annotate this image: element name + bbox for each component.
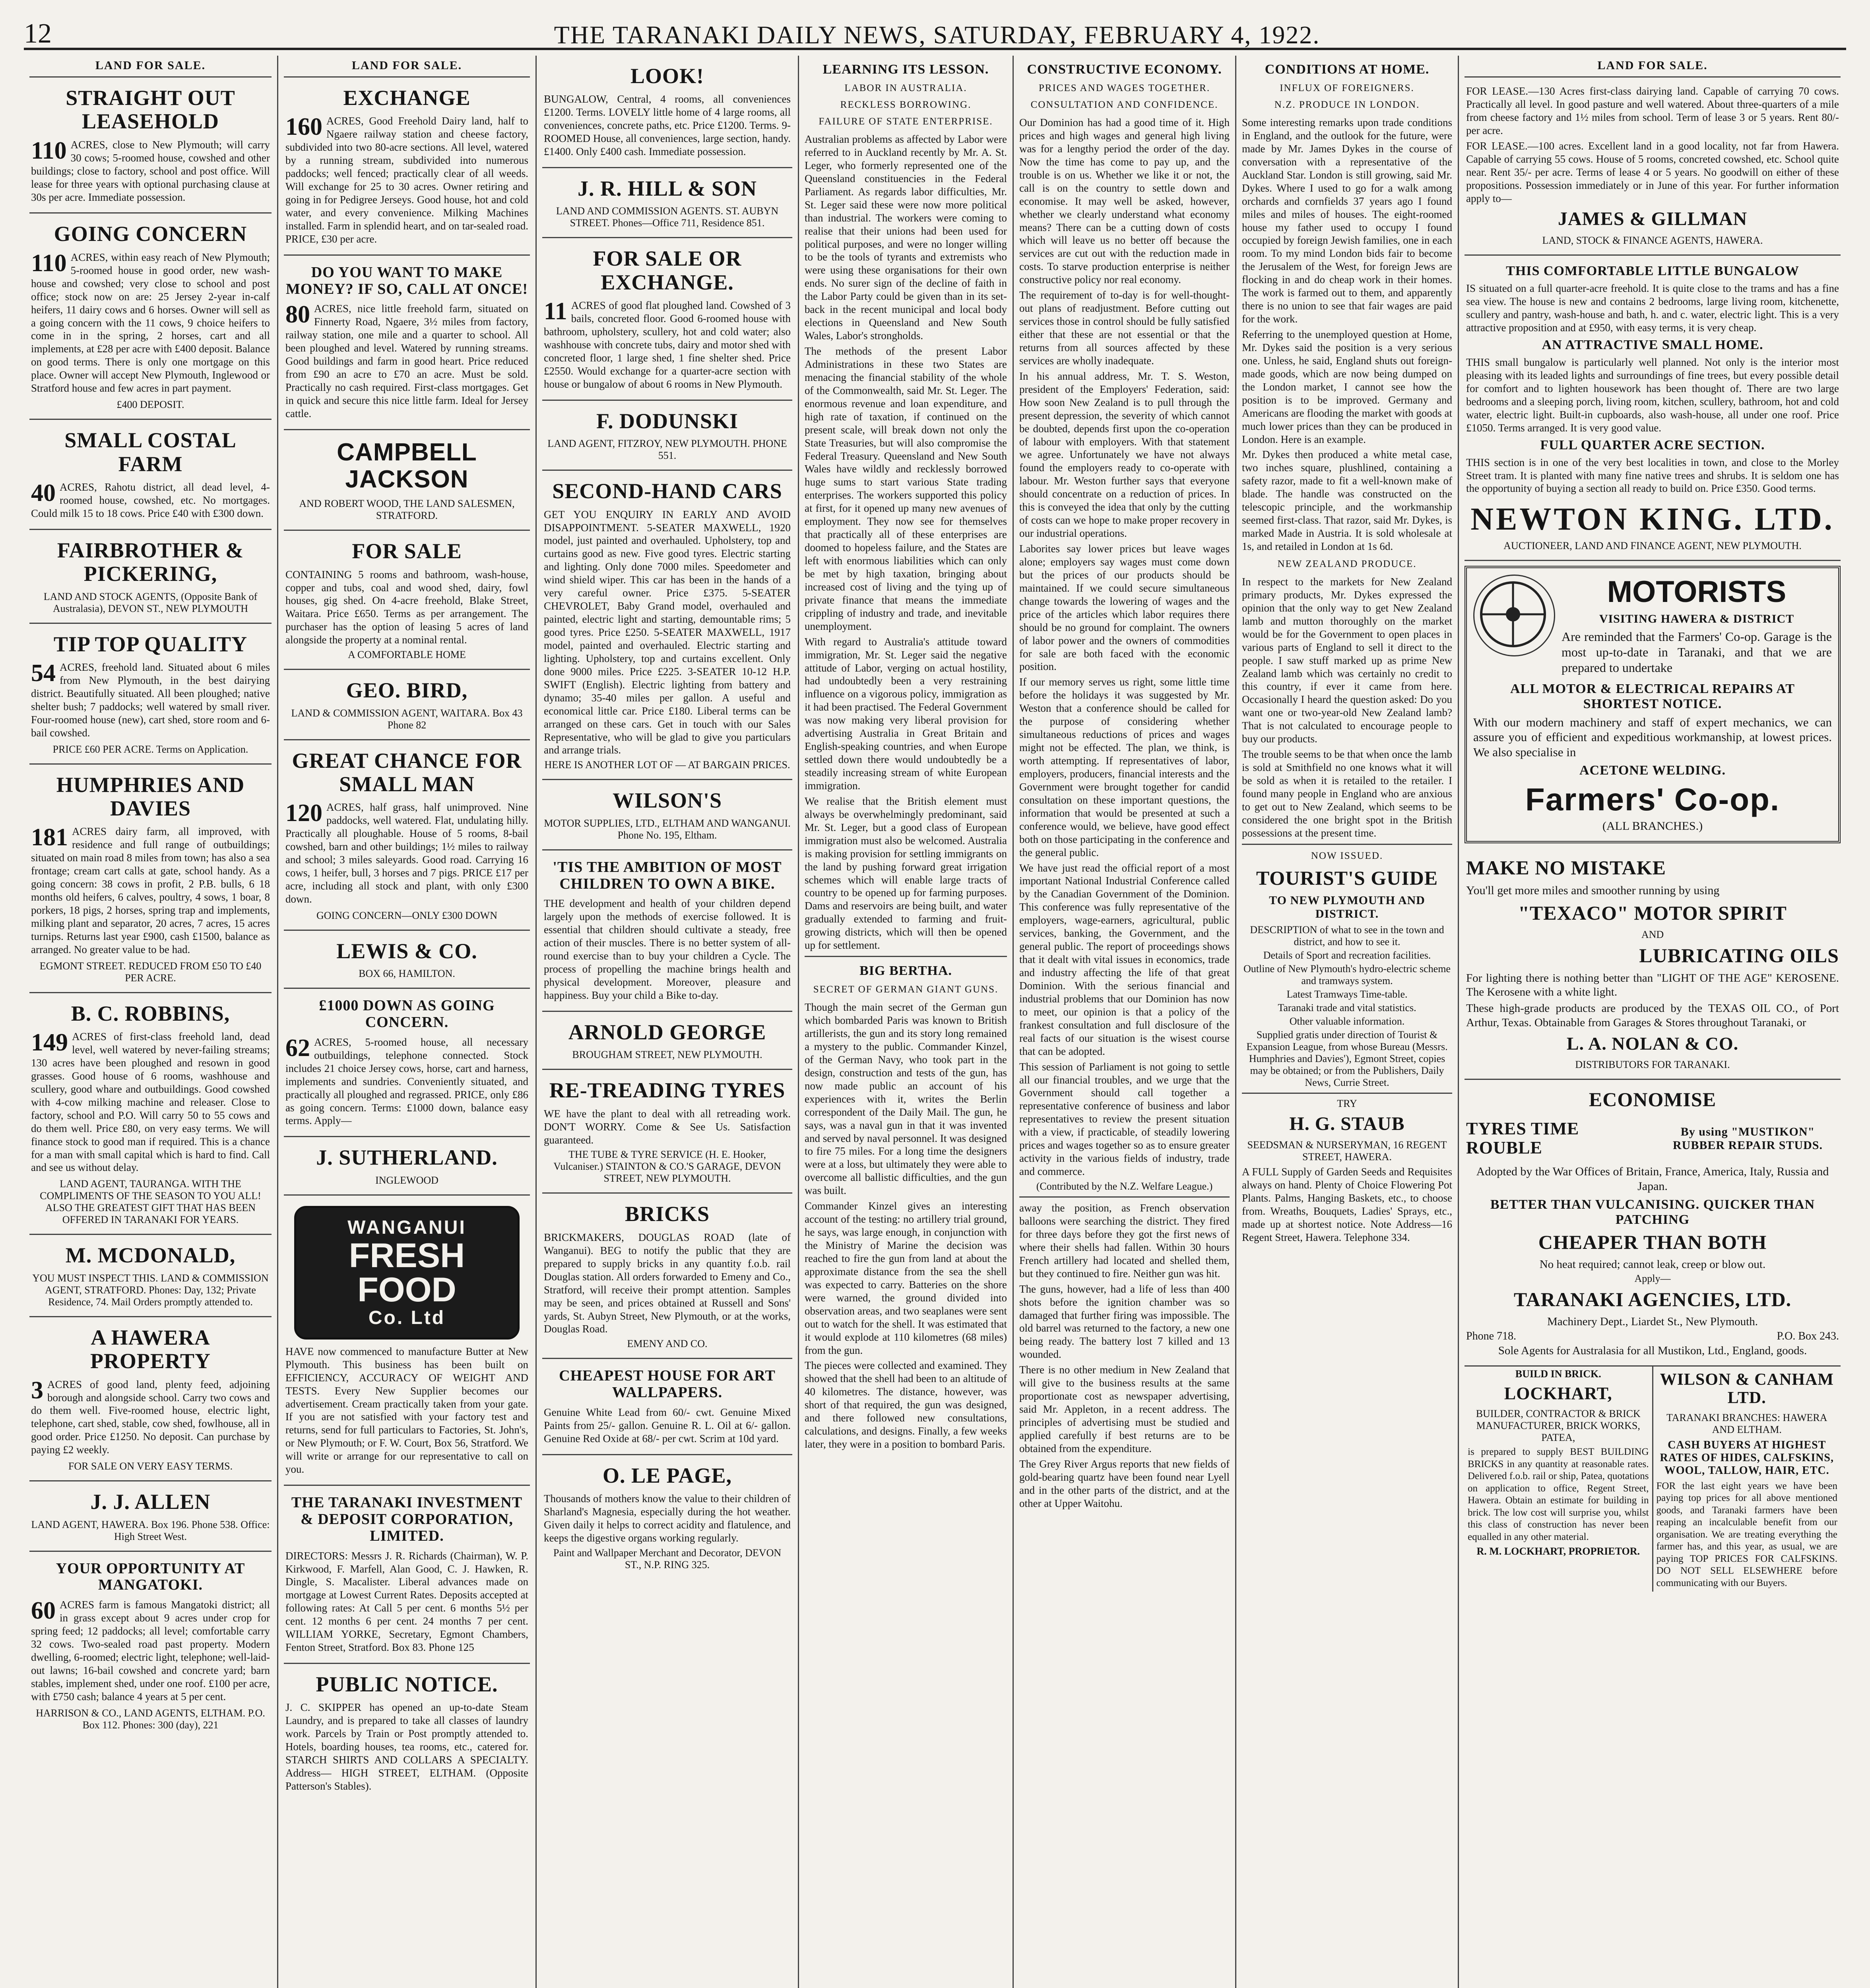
ad-subline: LAND AGENT, HAWERA. Box 196. Phone 538. Office: High Street West. xyxy=(31,1518,270,1542)
classified-ad xyxy=(29,765,272,993)
motorists-ad xyxy=(1465,566,1841,843)
article-paragraph: The pieces were collected and examined. They showed that the shell had been to an altitude of 40 kilometres. The distance, however, was short of that required, the gun was designed, and there followed new consultations, calculations, and designs. Finally, a few weeks later, they were in a position to bombard Paris. xyxy=(805,1359,1007,1450)
lease-2: FOR LEASE.—100 acres. Excellent land in a good locality, not far from Hawera. Capable of carrying 55 cows. House of 5 rooms, concreted cowshed, etc. School quite near. Rent 35/- per acre. Terms of lease 4 or 5 years. No goodwill on either of these propositions. Possession immediately or in June of this year. For further information apply to— xyxy=(1466,140,1839,204)
ad-headline: J. J. ALLEN xyxy=(90,1490,211,1514)
column-3-ads xyxy=(537,56,799,1988)
ad-body: GET YOU ENQUIRY IN EARLY AND AVOID DISAPPOINTMENT. 5-SEATER MAXWELL, 1920 model, just painted and overhauled. Upholstery, top and curtains good as new. Five good tyres. Electric starting and lighting. Only done 7000 miles. Speedometer and wind shield wiper. This car has been in the hands of a very careful owner. Price £375. 5-SEATER CHEVROLET, Baby Grand model, overhauled and painted, electric light and starting, demountable rims; 5 good tyres. Price £250. 5-SEATER MAXWELL, 1917 model, painted and overhauled. Electric starting and lighting. Upholstery, top and curtains excellent. Only done 9000 miles. Price £225. 3-SEATER 10-12 H.P. SWIFT (English). Electric lighting from battery and dynamo; 35-40 miles per gallon. A useful and economical little car. Price £180. Liberal terms can be arranged on these cars. Get in touch with our Sales Representative, who will be glad to give you particulars and arrange trials. xyxy=(544,508,791,756)
classified-ad xyxy=(542,1070,792,1194)
motorists-head: MOTORISTS xyxy=(1607,575,1787,609)
texaco-lighting: For lighting there is nothing better than "LIGHT OF THE AGE" KEROSENE. The Kerosene with a white light. xyxy=(1466,971,1839,998)
texaco-head: MAKE NO MISTAKE xyxy=(1466,856,1666,879)
article-paragraph: We realise that the British element must always be overwhelmingly predominant, said Mr. St. Leger, but a good class of European immigration must also be welcomed. Australia is making provision for settling immigrants on the land by pushing forward great irrigation schemes which will enable large tracts of country to be opened up for farming purposes. Dams and reservoirs are being built, and water gradually extended to farming and fruit-growing districts, which will then be opened up for settlement. xyxy=(805,795,1007,951)
ad-headline: THE TARANAKI INVESTMENT & DEPOSIT CORPORATION, LIMITED. xyxy=(291,1494,523,1544)
tyres-cheaper: CHEAPER THAN BOTH xyxy=(1538,1231,1767,1253)
home-body: THIS small bungalow is particularly well planned. Not only is the interior most pleasing with its leaded lights and surroundings of fine trees, but every possible detail for comfort and to lighten housework has been thought of. There are two large bedrooms and a sleeping porch, living room, kitchen, scullery, bathroom, hot and cold water, electric light. Built-in cupboards, also wash-house, all under one roof. Price £1050. Terms arranged. It is very good value. xyxy=(1466,356,1839,434)
canham-name: WILSON & CANHAM LTD. xyxy=(1660,1370,1834,1407)
acre-head: FULL QUARTER ACRE SECTION. xyxy=(1540,437,1765,452)
ad-subline: THE TUBE & TYRE SERVICE (H. E. Hooker, Vulcaniser.) STAINTON & CO.'S GARAGE, DEVON STREET, NEW PLYMOUTH. xyxy=(553,1149,781,1184)
classified-ad xyxy=(29,420,272,530)
gillman-sub: LAND, STOCK & FINANCE AGENTS, HAWERA. xyxy=(1542,235,1763,247)
ad-headline: £1000 DOWN AS GOING CONCERN. xyxy=(319,997,495,1031)
bungalow-body: IS situated on a full quarter-acre freehold. It is quite close to the trams and has a fine sea view. The house is new and contains 2 bedrooms, large living room, kitchenette, scullery and pantry, wash-house and bath, h. and c. water, electric light. This is a very attractive proposition and at £950, with easy terms, it is very cheap. xyxy=(1466,282,1839,334)
classified-ad xyxy=(284,1196,530,1486)
column-5-article xyxy=(1014,56,1236,1988)
ad-headline: ARNOLD GEORGE xyxy=(568,1020,766,1044)
classified-ad xyxy=(542,780,792,850)
article-paragraph: Laborites say lower prices but leave wages alone; employers say wages must come down but the prices of our products should be maintained. If we could secure simultaneous change towards the lowering of wages and the price of the articles which labor requires there should be no ground for complaint. The owners of labor power and the owners of commodities for sale are both faced with the economic position. xyxy=(1019,543,1230,673)
classified-ad xyxy=(29,1552,272,1739)
ad-headline: CAMPBELL JACKSON xyxy=(337,438,477,493)
lockhart-ad xyxy=(1465,1367,1653,1592)
classified-ad xyxy=(284,256,530,430)
article-paragraph: There is no other medium in New Zealand that will give to the business results at the same proportionate cost as newspaper advertising, said Mr. Appleton, in a recent address. The principles of advertising must be studied and applied carefully if best returns are to be obtained from the expenditure. xyxy=(1019,1364,1230,1454)
article-paragraph: Australian problems as affected by Labor were referred to in Auckland recently by Mr. A. St. Leger, who formerly represented one of the Queensland constituencies in the Federal Parliament. As regards labor difficulties, Mr. St. Leger said these were now more political than industrial. The workers were coming to realise that their unions had been used for political purposes, and were no longer willing to be the tools of tyrants and extremists who were using these organisations for their own ends. No surer sign of the decline of faith in the Labor Party could be given than in its set-back in the recent municipal and local body elections in Queensland and New South Wales, Labor's strongholds. xyxy=(805,133,1007,342)
article-paragraph: We have just read the official report of a most important National Industrial Conference called by the Canadian Government of the Dominion. This conference was fully representative of the employers, wage-earners, agricultural, public services, banking, the Government, and the general public. The report of proceedings shows that it dealt with vital issues in economics, trade and industry affecting the life of that great Dominion. With the serious financial and industrial problems that our Dominion has now to meet, our opinion is that a policy of the frankest consultation and full disclosure of the real facts of our situation is the wisest course that can be adopted. xyxy=(1019,862,1230,1057)
home-head: AN ATTRACTIVE SMALL HOME. xyxy=(1542,337,1763,352)
article-body xyxy=(805,133,1007,952)
article-paragraph: Commander Kinzel gives an interesting account of the testing: no artillery trial ground, he says, was large enough, in conjunction with the Ministry of Marine the decision was reached to fire the gun from land at about the approximate distance from the sea the shell was expected to carry. Batteries on the shore were warned, the ground divided into observation areas, and two seaplanes were sent out to watch for the shell. It was estimated that it would explode at 110 kilometres (68 miles) from the gun. xyxy=(805,1200,1007,1356)
ad-headline: YOUR OPPORTUNITY AT MANGATOKI. xyxy=(56,1560,245,1594)
texaco-and: AND xyxy=(1641,928,1664,940)
ad-body: 3 ACRES of good land, plenty feed, adjoining borough and alongside school. Carry two cows and do them well. Five-roomed house, electric light, telephone, cart shed, stable, cow shed, fowlhouse, all in good order. Price £1250. No deposit. Can purchase by paying £2 weekly. xyxy=(31,1376,270,1456)
article-headline: LEARNING ITS LESSON. xyxy=(822,62,989,77)
ad-subline: £400 DEPOSIT. xyxy=(116,399,184,411)
ad-subline: MOTOR SUPPLIES, LTD., ELTHAM AND WANGANUI. Phone No. 195, Eltham. xyxy=(544,817,791,841)
article-paragraph: In his annual address, Mr. T. S. Weston, president of the Employers' Federation, said: How soon New Zealand is to pull through the present depression, the severity of which cannot be doubted, depends first upon the co-operation of labour with employers. With that statement we agree. Unfortunately we have not always found the employers ready to co-operate with labour. Mr. Weston further says that everyone should concentrate on a reduction of prices. In this is conveyed the idea that only by the cutting of costs can we hope to make proper recovery in our industrial operations. xyxy=(1019,370,1230,540)
canham-body: FOR the last eight years we have been paying top prices for all above mentioned goods, and Taranaki farmers have been reaping an incalculable benefit from our organisation. We are treating everything the farmer has, and this year, as usual, we are paying TOP PRICES FOR CALFSKINS. DO NOT SELL ELSEWHERE before communicating with our Buyers. xyxy=(1656,1480,1837,1588)
agencies-sole: Sole Agents for Australasia for all Mustikon, Ltd., England, goods. xyxy=(1498,1344,1807,1357)
texaco-ad xyxy=(1465,848,1841,1080)
classified-ad xyxy=(29,214,272,420)
newton-king-sub: AUCTIONEER, LAND AND FINANCE AGENT, NEW PLYMOUTH. xyxy=(1503,540,1802,552)
ad-lead-number: 60 xyxy=(31,1597,56,1625)
tyres-heat: No heat required; cannot leak, creep or blow out. xyxy=(1539,1258,1766,1271)
ad-subline: PRICE £60 PER ACRE. Terms on Application. xyxy=(52,743,248,755)
motorists-body-2: With our modern machinery and staff of expert mechanics, we can assure you of efficient and expeditious workmanship, at lowest prices. We also specialise in xyxy=(1473,715,1832,759)
guide-item: DESCRIPTION of what to see in the town and district, and how to see it. xyxy=(1250,924,1444,947)
classified-ad xyxy=(284,430,530,531)
ad-headline: O. LE PAGE, xyxy=(602,1463,732,1487)
agencies-sub: Machinery Dept., Liardet St., New Plymouth. xyxy=(1547,1315,1758,1328)
ad-body: 80 ACRES, nice little freehold farm, situated on Finnerty Road, Ngaere, 3½ miles from factory, railway station, one mile and a quarter to school. All been ploughed and level. Watered by running streams. Good buildings and farm in good heart. Price reduced from £90 an acre to £70 an acre. Must be sold. Practically no cash required. First-class mortgages. Get in quick and secure this nice little farm. Ideal for Jersey cattle. xyxy=(285,301,528,419)
guide-item: Outline of New Plymouth's hydro-electric scheme and tramways system. xyxy=(1243,963,1451,986)
ad-subline: A COMFORTABLE HOME xyxy=(348,649,466,661)
ad-body: BUNGALOW, Central, 4 rooms, all conveniences £1200. Terms. LOVELY little home of 4 large rooms, all conveniences, concrete paths, etc. Price £1200. Terms. 9-ROOMED House, all conveniences, large section, handy. £1400. Only £400 cash. Immediate possession. xyxy=(544,93,791,158)
guide-item: Other valuable information. xyxy=(1289,1015,1405,1027)
masthead xyxy=(24,16,1846,50)
lockhart-sign: R. M. LOCKHART, PROPRIETOR. xyxy=(1476,1545,1640,1557)
ad-lead-number: 181 xyxy=(31,824,68,851)
classified-ad xyxy=(542,56,792,168)
agencies-box: P.O. Box 243. xyxy=(1777,1330,1839,1342)
ad-headline: DO YOU WANT TO MAKE MONEY? IF SO, CALL AT ONCE! xyxy=(285,264,528,297)
staub-subtitle: SEEDSMAN & NURSERYMAN, 16 REGENT STREET, HAWERA. xyxy=(1247,1139,1447,1163)
classified-ad xyxy=(542,471,792,780)
ad-headline: J. SUTHERLAND. xyxy=(316,1145,498,1170)
ad-lead-number: 110 xyxy=(31,137,67,164)
column-1-land-for-sale xyxy=(24,56,278,1988)
classified-ad xyxy=(29,624,272,765)
texaco-oils: LUBRICATING OILS xyxy=(1639,944,1839,967)
section-head: LAND FOR SALE. xyxy=(29,56,272,78)
article-paragraph: The methods of the present Labor Administrations in these two States are menacing the financial stability of the whole of the Commonwealth, said Mr. St. Leger. The enormous revenue and loan expenditure, and high rate of taxation, if continued on the present scale, will break down not only the State Treasuries, but will also compromise the Federal Treasury. Queensland and New South Wales have wildly and recklessly borrowed huge sums to start various State trading enterprises. The workers supported this policy at first, for it opened up many new avenues of employment. They now see for themselves that practically all of these enterprises are doomed to hopeless failure, and the States are left with enormous liabilities which can only be met by high taxation, bringing about increased cost of living and the tying up of private finance that means the immediate crippling of industry and trade, and inevitable unemployment. xyxy=(805,345,1007,632)
classified-ad xyxy=(284,1664,530,1802)
ad-headline: LOOK! xyxy=(630,64,704,88)
ad-subline: FOR SALE ON VERY EASY TERMS. xyxy=(68,1460,233,1472)
motorists-repairs: ALL MOTOR & ELECTRICAL REPAIRS AT SHORTEST NOTICE. xyxy=(1510,681,1795,711)
article-subheads xyxy=(805,984,1007,995)
ad-headline: LEWIS & CO. xyxy=(336,939,477,963)
ad-headline: PUBLIC NOTICE. xyxy=(316,1672,498,1697)
article-paragraph: Mr. Dykes then produced a white metal case, two inches square, plushlined, containing a safety razor, made to fit a well-known make of blade. The handle was constructed on the telescopic principle, and the workmanship seemed first-class. That razor, said Mr. Dykes, is marked Made in Austria. It is sold wholesale at 1s, and retailed in London at 1s 6d. xyxy=(1242,448,1452,552)
classified-ad xyxy=(542,1194,792,1359)
article-body xyxy=(1019,1202,1230,1510)
ad-body: DIRECTORS: Messrs J. R. Richards (Chairman), W. P. Kirkwood, F. Marfell, Alan Good, C. J. Hawken, R. Dingle, S. Macalister. Liberal advances made on mortgage at Lowest Current Rates. Deposits accepted at following rates: At Call 5 per cent. 6 months 5½ per cent. 12 months 6 per cent. 24 months 7 per cent. WILLIAM YORKE, Secretary, Egmont Chambers, Fenton Street, Stratford. Box 83. Phone 125 xyxy=(285,1549,528,1654)
article-paragraph: The requirement of to-day is for well-thought-out plans of readjustment. Before cutting out services those in control should be fully satisfied either that these are not essential or that the returns from all sources affected by these services are wholly inadequate. xyxy=(1019,289,1230,367)
classified-ad xyxy=(542,401,792,471)
lockhart-name: LOCKHART, xyxy=(1504,1383,1612,1403)
columns xyxy=(24,56,1846,1988)
article-subheads xyxy=(1242,83,1452,111)
logo-line-2: FRESH FOOD xyxy=(349,1236,465,1309)
ad-headline: GREAT CHANCE FOR SMALL MAN xyxy=(292,748,522,796)
newton-king-ad xyxy=(1465,256,1841,561)
article-body xyxy=(1242,116,1452,553)
ad-subline: LAND AGENT, TAURANGA. WITH THE COMPLIMENTS OF THE SEASON TO YOU ALL! ALSO THE GREATEST GIFT THAT HAS BEEN OFFERED IN TARANAKI FOR YEARS. xyxy=(40,1178,261,1226)
ad-body: WE have the plant to deal with all retreading work. DON'T WORRY. Come & See Us. Satisfaction guaranteed. xyxy=(544,1107,791,1146)
article-headline: CONSTRUCTIVE ECONOMY. xyxy=(1027,62,1222,77)
ad-headline: WILSON'S xyxy=(612,788,722,813)
ad-subline: BROUGHAM STREET, NEW PLYMOUTH. xyxy=(572,1049,762,1061)
article-paragraph: In respect to the markets for New Zealand primary products, Mr. Dykes expressed the opinion that the only way to get New Zealand lamb and mutton thoroughly on the market would be for the Government to open places in various parts of England to sell it direct to the people. I saw stuff marked up as prime New Zealand lamb which was certainly no credit to this country, if ever it came from here. Occasionally I heard the question asked: Do you want one or two-year-old New Zealand lamb? That is not calculated to encourage people to buy our products. xyxy=(1242,575,1452,745)
ad-body: 160 ACRES, Good Freehold Dairy land, half to Ngaere railway station and cheese factory, subdivided into two 80-acre sections. All level, watered by a running stream, subdivided into numerous paddocks; well fenced; practically clear of all weeds. Will exchange for 25 to 30 acres. Owner retiring and going in for Pedigree Jerseys. Good house, hot and cold water, and every convenience. Milking Machines installed. Farm in splendid heart, and on tar-sealed road. PRICE, £30 per acre. xyxy=(285,113,528,245)
article-subhead: SECRET OF GERMAN GIANT GUNS. xyxy=(813,984,999,995)
ad-body: 181 ACRES dairy farm, all improved, with residence and full range of outbuildings; situated on main road 8 miles from town; has also a sea frontage; cream cart calls at gate, school handy. As a going concern: 38 cows in profit, 2 P.B. bulls, 6 18 months old heifers, 6 calves, poultry, 4 sows, 1 boar, 8 porkers, 18 pigs, 2 horses, spring trap and implements, milking plant and separator, 20 acres, 7 acres, 15 acres turnips. Returns last year £900, cash £1500, balance as arranged. No greater value to be had. xyxy=(31,824,270,955)
ad-subline: LAND AND STOCK AGENTS, (Opposite Bank of Australasia), DEVON ST., NEW PLYMOUTH xyxy=(43,590,258,614)
guide-item: Latest Tramways Time-table. xyxy=(1286,988,1408,1000)
ad-headline: GEO. BIRD, xyxy=(346,678,468,703)
notice-head: NOW ISSUED. xyxy=(1311,850,1383,861)
ad-subline: INGLEWOOD xyxy=(375,1174,438,1186)
ad-body: 54 ACRES, freehold land. Situated about 6 miles from New Plymouth, in the best dairying district. Beautifully situated. All been ploughed; native shelter bush; 7 paddocks; well watered by small river. Four-roomed house (new), cart shed, store room and 6-bail cowshed. xyxy=(31,659,270,739)
ad-subline: GOING CONCERN—ONLY £300 DOWN xyxy=(316,909,497,921)
ad-subline: LAND & COMMISSION AGENT, WAITARA. Box 43 Phone 82 xyxy=(291,707,523,731)
classified-ad xyxy=(542,850,792,1012)
ad-lead-number: 120 xyxy=(285,800,322,827)
article-paragraph: Though the main secret of the German gun which bombarded Paris was known to British artillerists, the gun and its story long remained a mystery to the public. Commander Kinzel, of the German Navy, who took part in the design, construction and tests of the gun, has now made public an account of his experiences with it, writes the Berlin correspondent of the Daily Mail. The gun, he says, was a naval gun in that it was invented and served by naval personnel. It was designed to fire 75 miles. For a long time the designers were at a loss, but ultimately they were able to overcome all ballistic difficulties, and the gun was built. xyxy=(805,1001,1007,1197)
classified-ad xyxy=(284,989,530,1137)
classified-ad xyxy=(542,1012,792,1070)
article-headline: CONDITIONS AT HOME. xyxy=(1265,62,1430,77)
ad-headline: STRAIGHT OUT LEASEHOLD xyxy=(66,86,235,134)
article-subheads xyxy=(805,83,1007,127)
ad-body: 120 ACRES, half grass, half unimproved. Nine paddocks, well watered. Flat, undulating hilly. Practically all ploughable. House of 5 rooms, 8-bail cowshed, barn and other buildings; 1½ miles to railway and school; 3 miles saleyards. Good road. Carrying 16 cows, 1 heifer, bull, 3 horses and 7 pigs. PRICE £17 per acre, including all stock and plant, with only £300 down. xyxy=(285,800,528,905)
column-2-land-for-sale xyxy=(278,56,537,1988)
tyres-right: By using "MUSTIKON" RUBBER REPAIR STUDS. xyxy=(1672,1125,1823,1152)
ad-subline: LAND AGENT, FITZROY, NEW PLYMOUTH. PHONE 551. xyxy=(547,438,787,462)
article-subhead: N.Z. PRODUCE IN LONDON. xyxy=(1274,99,1420,110)
ad-body: CONTAINING 5 rooms and bathroom, wash-house, copper and tubs, coal and wood shed, dairy, fowl houses, gig shed. On 4-acre freehold, Blake Street, Waitara. Price £650. Terms as per arrangement. The purchaser has the option of leasing 5 acres of land alongside the property at a nominal rental. xyxy=(285,568,528,646)
bottom-ads xyxy=(1465,1367,1841,1592)
classified-ad xyxy=(542,1359,792,1455)
ad-lead-number: 3 xyxy=(31,1376,43,1404)
ad-headline: SECOND-HAND CARS xyxy=(552,479,782,503)
lockhart-sub: BUILDER, CONTRACTOR & BRICK MANUFACTURER, BRICK WORKS, PATEA, xyxy=(1476,1408,1641,1443)
economise-head: ECONOMISE xyxy=(1589,1088,1717,1110)
article-paragraph: The trouble seems to be that when once the lamb is sold at Smithfield no one knows what it will be sold as when it is retailed to the retailer. I found many people in England who are anxious to get out to New Zealand, which seems to be considered the one bright spot in the British possessions at the present time. xyxy=(1242,748,1452,839)
ad-lead-number: 54 xyxy=(31,659,56,687)
mustikon-ad xyxy=(1465,1080,1841,1367)
ad-subline: HARRISON & CO., LAND AGENTS, ELTHAM. P.O. Box 112. Phones: 300 (day), 221 xyxy=(36,1707,265,1731)
ad-subline: YOU MUST INSPECT THIS. LAND & COMMISSION AGENT, STRATFORD. Phones: Day, 132; Private Residence, 74. Mail Orders promptly attended to. xyxy=(32,1272,269,1308)
guide-items xyxy=(1242,924,1452,1089)
ad-subline: Paint and Wallpaper Merchant and Decorator, DEVON ST., N.P. RING 325. xyxy=(553,1547,782,1571)
ad-headline: FOR SALE OR EXCHANGE. xyxy=(593,247,742,294)
ad-body: 110 ACRES, within easy reach of New Plymouth; 5-roomed house in good order, new wash-house and cowshed; very close to school and post office; stock now on are: 25 Jersey 2-year in-calf heifers, 11 dairy cows and 6 horses. Owner will sell as a going concern with the 11 cows, 9 choice heifers to come in in the spring, 2 horses, cart and all implements, at £28 per acre with £400 deposit. Balance on good terms. There is only one mortgage on this place. Owner will accept New Plymouth, Inglewood or Stratford house and few acres in part payment. xyxy=(31,249,270,394)
article-body xyxy=(1242,575,1452,840)
classified-ad xyxy=(284,931,530,989)
column-6-article xyxy=(1236,56,1459,1988)
guide-title: TOURIST'S GUIDE xyxy=(1256,866,1438,889)
classified-ad xyxy=(542,168,792,238)
column-7-ads xyxy=(1459,56,1846,1988)
classified-ad xyxy=(284,1486,530,1664)
article-paragraph: Some interesting remarks upon trade conditions in England, and the outlook for the future, were made by Mr. James Dykes in the course of conversation with a representative of the Auckland Star. London is still growing, said Mr. Dykes. Where I used to go for a walk among orchards and cornfields 37 years ago I found miles and miles of houses. The eight-roomed house my father used to occupy I found occupied by foreign Jewish families, one in each room. To my mind London bids fair to become the Jerusalem of the West, for foreign Jews are flocking in and do cheap work in their homes. The work is farmed out to them, and apparently there is no union to see that fair wages are paid for the work. xyxy=(1242,116,1452,325)
ad-body: 62 ACRES, 5-roomed house, all necessary outbuildings, telephone connected. Stock includes 21 choice Jersey cows, horse, cart and harness, implements and sundries. Conveniently situated, and practically all ploughed and regrassed. PRICE, only £86 as going concern. Terms: £1000 down, balance easy terms. Apply— xyxy=(285,1034,528,1127)
article-subhead: CONSULTATION AND CONFIDENCE. xyxy=(1030,99,1218,110)
ad-headline: TIP TOP QUALITY xyxy=(53,632,248,656)
article-body xyxy=(805,1001,1007,1451)
classified-ad xyxy=(29,1481,272,1551)
classified-ad xyxy=(284,1137,530,1195)
ad-body: 11 ACRES of good flat ploughed land. Cowshed of 3 bails, concreted floor. Good 6-roomed house with bathroom, upholstery, scullery, hot and cold water; also washhouse with concrete tubs, dairy and motor shed with concreted floor, 1 large shed, 1 fine shelter shed. Price £2550. Would exchange for a quarter-acre section with house or bungalow of about 6 rooms in New Plymouth. xyxy=(544,298,791,390)
ad-body: 110 ACRES, close to New Plymouth; will carry 30 cows; 5-roomed house, cowshed and other buildings; close to factory, school and post office. Will lease for three years with optional purchasing clause at 30s per acre. Immediate possession. xyxy=(31,137,270,203)
classified-ad xyxy=(29,993,272,1235)
nolan-sub: DISTRIBUTORS FOR TARANAKI. xyxy=(1575,1058,1730,1070)
ad-lead-number: 80 xyxy=(285,301,310,328)
article-body xyxy=(1019,116,1230,1178)
section-head: LAND FOR SALE. xyxy=(284,56,530,78)
ad-headline: J. R. HILL & SON xyxy=(577,177,757,201)
ad-headline: FOR SALE xyxy=(352,539,462,563)
ad-headline: SMALL COSTAL FARM xyxy=(64,428,237,476)
ad-body: 60 ACRES farm is famous Mangatoki district; all in grass except about 9 acres under crop for spring feed; 12 paddocks; all level; comfortable carry 32 cows. Two-sealed road past property. Modern dwelling, 6-roomed; electric light, telephone; well-laid-out lawns; 16-bail cowshed and concrete yard; barn stables, implement shed, under one roof. £100 per acre, with £750 cash; balance 4 years at 5 per cent. xyxy=(31,1597,270,1703)
motorists-sub: VISITING HAWERA & DISTRICT xyxy=(1599,612,1794,626)
motorists-body: Are reminded that the Farmers' Co-op. Garage is the most up-to-date in Taranaki, and that we are prepared to undertake xyxy=(1562,629,1832,675)
article-paragraph: away the position, as French observation balloons were searching the district. They fired for three days before they got the first news of where their shells had fallen. Within 30 hours French artillery had located and shelled them, but they continued to fire. Neither gun was hit. xyxy=(1019,1202,1230,1279)
classified-ad xyxy=(29,1317,272,1481)
article-credit: (Contributed by the N.Z. Welfare League.) xyxy=(1036,1180,1213,1192)
ad-body: Thousands of mothers know the value to their children of Sharland's Magnesia, especially during the hot weather. Given daily it helps to correct acidity and flatulence, and keeps the digestive organs working regularly. xyxy=(544,1493,791,1544)
ad-headline: A HAWERA PROPERTY xyxy=(90,1325,211,1373)
ad-headline: B. C. ROBBINS, xyxy=(71,1001,230,1025)
ad-headline: HUMPHRIES AND DAVIES xyxy=(56,773,245,820)
wilson-canham-ad xyxy=(1653,1367,1841,1592)
page-number: 12 xyxy=(24,18,52,49)
article-subhead: NEW ZEALAND PRODUCE. xyxy=(1277,558,1417,569)
lease-1: FOR LEASE.—130 Acres first-class dairying land. Capable of carrying 70 cows. Practically all level. In good pasture and well watered. About three-quarters of a mile from cheese factory and 1½ miles from school. Term of lease 3 or 5 years. Rent 80/- per acre. xyxy=(1466,85,1839,136)
ad-lead-number: 110 xyxy=(31,249,67,277)
canham-buyers: CASH BUYERS AT HIGHEST RATES OF HIDES, CALFSKINS, WOOL, TALLOW, HAIR, ETC. xyxy=(1660,1439,1834,1477)
ad-body: 40 ACRES, Rahotu district, all dead level, 4-roomed house, cowshed, etc. No mortgages. Could milk 15 to 18 cows. Price £40 with £300 down. xyxy=(31,479,270,519)
classified-ad xyxy=(29,530,272,624)
ad-subline: BOX 66, HAMILTON. xyxy=(359,968,455,980)
ad-list xyxy=(29,78,272,1739)
ad-headline: GOING CONCERN xyxy=(54,222,247,246)
lease-ad xyxy=(1465,78,1841,256)
bungalow-head: THIS COMFORTABLE LITTLE BUNGALOW xyxy=(1506,264,1799,279)
tyres-body: Adopted by the War Offices of Britain, France, America, Italy, Russia and Japan. xyxy=(1476,1165,1829,1193)
ad-subline: EGMONT STREET. REDUCED FROM £50 TO £40 PER ACRE. xyxy=(39,960,262,984)
article-paragraph: The guns, however, had a life of less than 400 shots before the ignition chamber was so damaged that further firing was impossible. The old barrel was returned to the factory, a new one being ready. The battery lost 7 killed and 13 wounded. xyxy=(1019,1283,1230,1361)
motorist-illustration-icon xyxy=(1473,575,1555,656)
article-paragraph: Referring to the unemployed question at Home, Mr. Dykes said the position is a very serious one. Unless, he said, England shuts out foreign-made goods, which are now being dumped on the London market, I cannot see how the position is to be improved. Germany and Americans are flooding the market with goods at much lower prices than they can be produced in London. Here is an example. xyxy=(1242,328,1452,445)
ad-headline: 'TIS THE AMBITION OF MOST CHILDREN TO OWN A BIKE. xyxy=(553,858,782,892)
ad-body: HAVE now commenced to manufacture Butter at New Plymouth. This business has been built on EFFICIENCY, ACCURACY OF WEIGHT AND TESTS. Every New Supplier becomes our advertisement. Cream practically taken from your gate. If you are not satisfied with your factory test and returns, send for full particulars to Factories, St. John's, or New Plymouth; or F. W. Court, Box 56, Stratford. We will write or arrange for our representative to call on you. xyxy=(285,1345,528,1475)
ad-subline: AND ROBERT WOOD, THE LAND SALESMEN, STRATFORD. xyxy=(299,498,515,522)
all-branches: (ALL BRANCHES.) xyxy=(1602,819,1703,833)
ad-lead-number: 11 xyxy=(544,298,567,325)
ad-headline: M. MCDONALD, xyxy=(65,1243,236,1268)
ad-lead-number: 160 xyxy=(285,113,322,141)
ad-body: J. C. SKIPPER has opened an up-to-date Steam Laundry, and is prepared to take all classes of laundry work. Parcels by Train or Post promptly attended to. Hotels, boarding houses, tea rooms, etc., catered for. STARCH SHIRTS AND COLLARS A SPECIALTY. Address— HIGH STREET, ELTHAM. (Opposite Patterson's Stables). xyxy=(285,1701,528,1792)
article-subhead: FAILURE OF STATE ENTERPRISE. xyxy=(819,116,993,127)
acre-body: THIS section is in one of the very best localities in town, and close to the Morley Street tram. It is planted with many fine native trees and shrubs. It is seldom one has the opportunity of buying a section all ready to build on. Price £350. Good terms. xyxy=(1466,456,1839,495)
lockhart-body: is prepared to supply BEST BUILDING BRICKS in any quantity at reasonable rates. Delivered f.o.b. rail or ship, Patea, quotations on application to office, Regent Street, Hawera. Obtain an estimate for building in brick. The low cost will surprise you, whilst this class of construction has never been equalled in any other material. xyxy=(1468,1446,1649,1542)
acetone-welding: ACETONE WELDING. xyxy=(1579,763,1726,778)
tyres-better: BETTER THAN VULCANISING. QUICKER THAN PATCHING xyxy=(1490,1197,1815,1227)
article-paragraph: If our memory serves us right, some little time before the holidays it was suggested by Mr. Weston that a conference should be called for the purpose of considering whether simultaneous reductions of prices and wages might not be effected. The plan, we think, is worth attempting. If representatives of labor, employers, producers, financial interests and the Government were brought together for candid consultation on these important questions, the information that would be presented at such a conference would, we believe, have good effect both on those participating in the conference and the general public. xyxy=(1019,676,1230,858)
classified-ad xyxy=(284,740,530,931)
ad-headline: EXCHANGE xyxy=(343,86,471,110)
classified-ad xyxy=(29,78,272,214)
article-paragraph: With regard to Australia's attitude toward immigration, Mr. St. Leger said the negative attitude of Labor, verging on actual hostility, had undoubtedly been a very restraining influence on a vigorous policy, immigration as it had been practised. The Federal Government was now making very liberal provision for advertising Australia in Great Britain and English-speaking countries, and when Europe settled down there would undoubtedly be a steadily increasing stream of white European immigration. xyxy=(805,635,1007,792)
article-headline: BIG BERTHA. xyxy=(859,963,952,978)
ad-lead-number: 62 xyxy=(285,1034,310,1062)
apply-label: Apply— xyxy=(1634,1272,1671,1284)
texaco-products: These high-grade products are produced by the TEXAS OIL CO., of Port Arthur, Texas. Obtainable from Garages & Stores throughout Taranaki, or xyxy=(1466,1002,1839,1029)
ad-body: BRICKMAKERS, DOUGLAS ROAD (late of Wanganui). BEG to notify the public that they are prepared to supply bricks in any quantity f.o.b. rail Douglas station. All orders forwarded to Emeny and Co., Stratford, will receive their prompt attention. Samples may be seen, and prices obtained at Russell and Sons' yards, St. Aubyn Street, New Plymouth, or at the works, Douglas Road. xyxy=(544,1231,791,1335)
column-4-article xyxy=(799,56,1014,1988)
newspaper-title: THE TARANAKI DAILY NEWS, SATURDAY, FEBRUARY 4, 1922. xyxy=(554,21,1320,49)
staub-body: A FULL Supply of Garden Seeds and Requisites always on hand. Plenty of Choice Flowering Pot Plants. Palms, Hanging Baskets, etc., to choose from. Wreaths, Bouquets, Ladies' Sprays, etc., made up at shortest notice. Note Address—16 Regent Street, Hawera. Telephone 334. xyxy=(1242,1166,1452,1244)
try-label: TRY xyxy=(1337,1097,1357,1109)
ad-lead-number: 149 xyxy=(31,1029,68,1056)
ad-subline: LAND AND COMMISSION AGENTS. ST. AUBYN STREET. Phones—Office 711, Residence 851. xyxy=(556,205,779,229)
fresh-food-logo xyxy=(294,1206,520,1340)
logo-line-3: Co. Ltd xyxy=(368,1307,446,1328)
logo-line-1: WANGANUI xyxy=(347,1217,466,1238)
texaco-body: You'll get more miles and smoother running by using xyxy=(1466,883,1720,897)
brick-head: BUILD IN BRICK. xyxy=(1515,1368,1601,1380)
ad-body: THE development and health of your children depend largely upon the methods of exercise followed. It is essential that children should cultivate a steady, free action of their muscles. There is no better system of all-round exercise than to buy your children a Cycle. The process of propelling the machine brings health and physical development. Moreover, pleasure and happiness. Buy your child a Bike to-day. xyxy=(544,897,791,1001)
gillman-name: JAMES & GILLMAN xyxy=(1558,208,1748,230)
ad-subline: HERE IS ANOTHER LOT OF — AT BARGAIN PRICES. xyxy=(544,759,790,771)
classified-ad xyxy=(284,670,530,740)
ad-headline: F. DODUNSKI xyxy=(596,409,739,433)
classified-ad xyxy=(542,238,792,400)
ad-headline: BRICKS xyxy=(625,1202,710,1226)
article-subhead: PRICES AND WAGES TOGETHER. xyxy=(1038,83,1210,93)
agencies-phone: Phone 718. xyxy=(1466,1330,1516,1342)
guide-item: Supplied gratis under direction of Tourist & Expansion League, from whose Bureau (Messrs. Humphries and Davies'), Egmont Street, copies may be obtained; or from the Publishers, Daily News, Currie Street. xyxy=(1246,1029,1448,1088)
article-paragraph: The Grey River Argus reports that new fields of gold-bearing quartz have been found near Lyell and in the other parts of the district, and at the other at Upper Waitohu. xyxy=(1019,1458,1230,1509)
article-paragraph: This session of Parliament is not going to settle all our financial troubles, and we urge that the Government should call together a representative conference of business and labor representatives to review the present situation with a view, if practicable, of steadily lowering prices and wages together so as to ensure greater activity in the various fields of industry, trade and commerce. xyxy=(1019,1060,1230,1178)
ad-headline: RE-TREADING TYRES xyxy=(549,1078,786,1103)
article-subhead: RECKLESS BORROWING. xyxy=(840,99,972,110)
guide-item: Taranaki trade and vital statistics. xyxy=(1278,1002,1416,1013)
ad-body: 149 ACRES of first-class freehold land, dead level, well watered by never-failing streams; 130 acres have been ploughed and resown in good grasses. Good house of 6 rooms, washhouse and scullery, good whare and outbuildings. Good cowshed with 4-cow milking machine and releaser. Close to factory, school and P.O. Will carry 50 to 55 cows and do them well. Price £80, on very easy terms. We will finance stock to good man if required. This is a chance for a man with small capital which is hard to find. Call and see us without delay. xyxy=(31,1029,270,1174)
agencies-name: TARANAKI AGENCIES, LTD. xyxy=(1513,1288,1792,1310)
staub-name: H. G. STAUB xyxy=(1289,1113,1405,1134)
canham-sub: TARANAKI BRANCHES: HAWERA AND ELTHAM. xyxy=(1666,1411,1827,1435)
ad-subline: EMENY AND CO. xyxy=(627,1338,708,1350)
article-subheads xyxy=(1019,83,1230,111)
guide-subtitle: TO NEW PLYMOUTH AND DISTRICT. xyxy=(1269,893,1425,920)
article-paragraph: Our Dominion has had a good time of it. High prices and high wages and general high living was for a lengthy period the order of the day. Now the time has come to pay up, and the trouble is on us. Whether we like it or not, the call is on the country to settle down and economise. It may well be asked, however, whether we clearly understand what economy means? There can be a cutting down of costs which will leave us no better off because the services are cut out with the reduction made in costs. To starve production enterprise is neither constructive policy nor real economy. xyxy=(1019,116,1230,286)
tyres-left: TYRES TIME ROUBLE xyxy=(1466,1118,1579,1158)
nolan-name: L. A. NOLAN & CO. xyxy=(1566,1033,1739,1054)
ad-lead-number: 40 xyxy=(31,479,56,507)
farmers-co-op: Farmers' Co-op. xyxy=(1525,781,1780,817)
section-head: LAND FOR SALE. xyxy=(1465,56,1841,78)
ad-headline: FAIRBROTHER & PICKERING, xyxy=(57,538,244,586)
classified-ad xyxy=(29,1235,272,1317)
texaco-name: "TEXACO" MOTOR SPIRIT xyxy=(1518,901,1787,924)
classified-ad xyxy=(284,78,530,256)
ad-list xyxy=(542,56,792,1579)
ad-headline: CHEAPEST HOUSE FOR ART WALLPAPERS. xyxy=(559,1367,776,1401)
guide-item: Details of Sport and recreation facilities. xyxy=(1263,949,1431,961)
classified-ad xyxy=(542,1455,792,1579)
ad-body: Genuine White Lead from 60/- cwt. Genuine Mixed Paints from 25/- gallon. Genuine R. L. Oil at 6/- gallon. Genuine Red Oxide at 68/- per cwt. Scrim at 10d yard. xyxy=(544,1406,791,1444)
newton-king-name: NEWTON KING. LTD. xyxy=(1470,502,1835,537)
article-subhead: LABOR IN AUSTRALIA. xyxy=(844,83,967,93)
ad-list xyxy=(284,78,530,1802)
article-subhead: INFLUX OF FOREIGNERS. xyxy=(1280,83,1414,93)
classified-ad xyxy=(284,531,530,670)
